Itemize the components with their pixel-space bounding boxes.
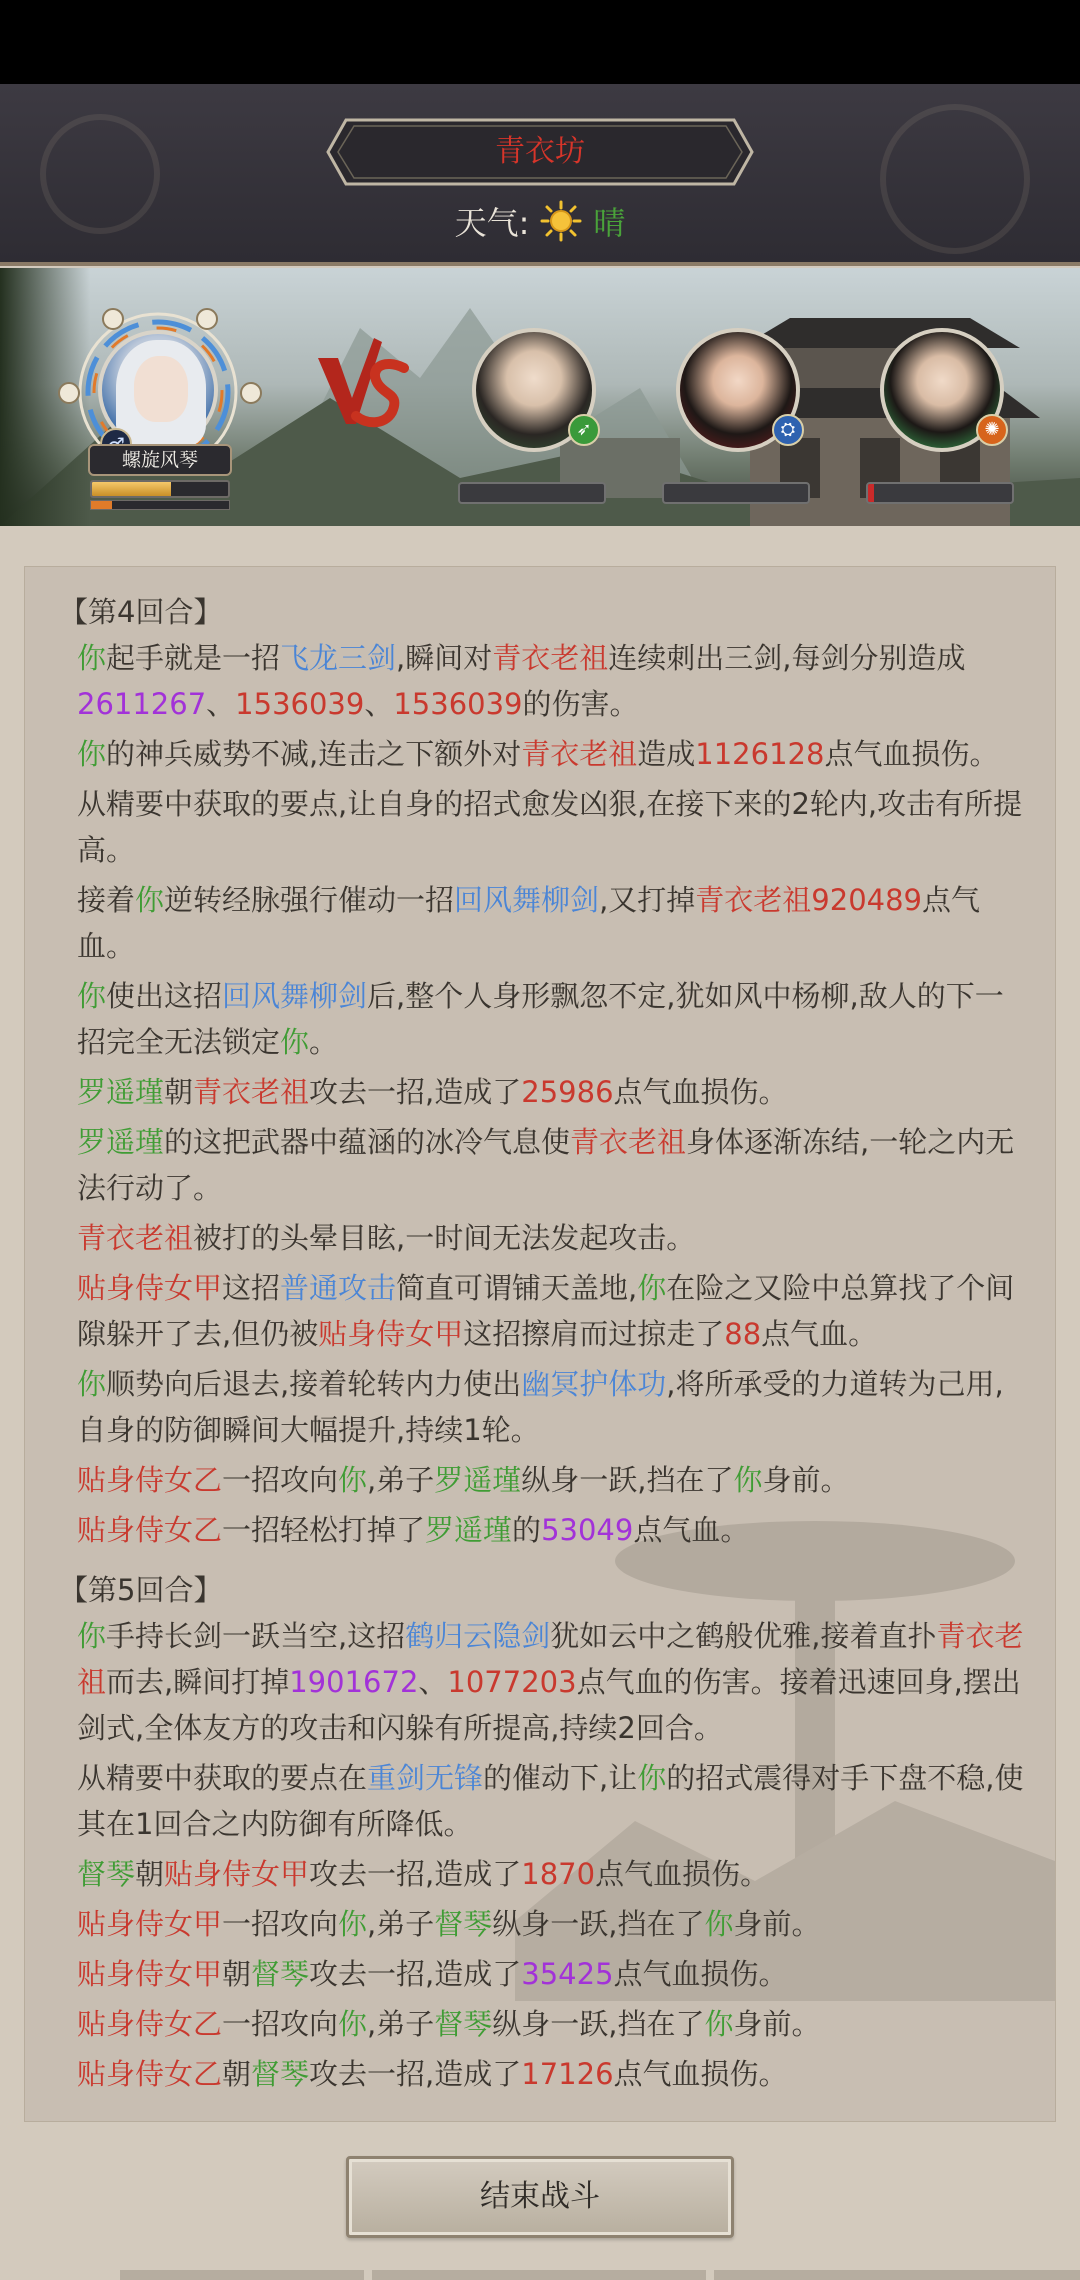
enemy-3-hp-bar [866, 482, 1014, 504]
log-entry: 贴身侍女乙一招攻向你,弟子罗遥瑾纵身一跃,挡在了你身前。 [77, 1463, 850, 1497]
log-entry: 贴身侍女甲一招攻向你,弟子督琴纵身一跃,挡在了你身前。 [77, 1907, 821, 1941]
enemy-2-hp-bar [662, 482, 810, 504]
battle-log[interactable] [24, 566, 1056, 2122]
player-mp-fill [91, 501, 112, 509]
log-entry: 贴身侍女甲这招普通攻击简直可谓铺天盖地,你在险之又险中总算找了个间隙躲开了去,但仍被贴身侍女甲这招擦肩而过掠走了88点气血。 [77, 1271, 1015, 1351]
enemy-1-hp-bar [458, 482, 606, 504]
enemy-2-avatar[interactable] [676, 328, 800, 452]
enemy-3-avatar[interactable] [880, 328, 1004, 452]
log-entry: 从精要中获取的要点,让自身的招式愈发凶狠,在接下来的2轮内,攻击有所提高。 [77, 787, 1023, 867]
location-header [0, 84, 1080, 266]
bottom-tab-strip [120, 2270, 1080, 2280]
player-hp-bar [90, 480, 230, 498]
enemy-hp-fill [868, 484, 874, 502]
log-entry: 青衣老祖被打的头晕目眩,一时间无法发起攻击。 [77, 1221, 696, 1255]
bottom-tab[interactable] [120, 2270, 364, 2280]
log-entry: 你使出这招回风舞柳剑后,整个人身形飘忽不定,犹如风中杨柳,敌人的下一招完全无法锁定你。 [77, 979, 1004, 1059]
vs-logo [312, 328, 412, 438]
leaf-icon: ➶ [568, 414, 600, 446]
round-header: 【第5回合】 [59, 1573, 223, 1607]
bottom-tab[interactable] [714, 2270, 1080, 2280]
enemy-1-avatar[interactable] [472, 328, 596, 452]
player-mp-bar [90, 500, 230, 510]
location-title: 青衣坊 [495, 134, 585, 169]
log-entry: 你顺势向后退去,接着轮转内力使出幽冥护体功,将所承受的力道转为己用,自身的防御瞬间大幅提升,持续1轮。 [77, 1367, 1004, 1447]
weather-value: 晴 [593, 204, 626, 242]
log-entry: 你手持长剑一跃当空,这招鹤归云隐剑犹如云中之鹤般优雅,接着直扑青衣老祖而去,瞬间打掉1901672、1077203点气血的伤害。接着迅速回身,摆出剑式,全体友方的攻击和闪躲有所提高,持续2回合。 [77, 1619, 1024, 1745]
weather-label: 天气: [454, 204, 530, 242]
location-plate [326, 118, 754, 186]
star-orb-icon [102, 308, 124, 330]
round-5-block [53, 1567, 1027, 2097]
log-entry: 你的神兵威势不减,连击之下额外对青衣老祖造成1126128点气血损伤。 [77, 737, 999, 771]
star-orb-icon [240, 382, 262, 404]
round-header: 【第4回合】 [59, 595, 223, 629]
bottom-tab[interactable] [372, 2270, 706, 2280]
sun-icon [539, 199, 583, 243]
battle-scene [0, 268, 1080, 526]
status-bar [0, 0, 1080, 84]
water-icon: ⛭ [772, 414, 804, 446]
player-hp-fill [92, 482, 171, 496]
fire-icon: ✺ [976, 414, 1008, 446]
star-orb-icon [58, 382, 80, 404]
round-4-block [53, 589, 1027, 1553]
log-entry: 接着你逆转经脉强行催动一招回风舞柳剑,又打掉青衣老祖920489点气血。 [77, 883, 981, 963]
log-entry: 罗遥瑾朝青衣老祖攻去一招,造成了25986点气血损伤。 [77, 1075, 788, 1109]
log-entry: 贴身侍女乙一招攻向你,弟子督琴纵身一跃,挡在了你身前。 [77, 2007, 821, 2041]
log-entry: 你起手就是一招飞龙三剑,瞬间对青衣老祖连续刺出三剑,每剑分别造成2611267、1536039、1536039的伤害。 [77, 641, 966, 721]
log-entry: 督琴朝贴身侍女甲攻去一招,造成了1870点气血损伤。 [77, 1857, 770, 1891]
star-orb-icon [196, 308, 218, 330]
player-name: 螺旋风琴 [88, 444, 232, 476]
log-entry: 贴身侍女甲朝督琴攻去一招,造成了35425点气血损伤。 [77, 1957, 788, 1991]
log-entry: 从精要中获取的要点在重剑无锋的催动下,让你的招式震得对手下盘不稳,使其在1回合之内防御有所降低。 [77, 1761, 1024, 1841]
log-entry: 贴身侍女乙朝督琴攻去一招,造成了17126点气血损伤。 [77, 2057, 788, 2091]
end-battle-button[interactable]: 结束战斗 [346, 2156, 734, 2238]
log-entry: 贴身侍女乙一招轻松打掉了罗遥瑾的53049点气血。 [77, 1513, 750, 1547]
weather-display [0, 196, 1080, 246]
log-entry: 罗遥瑾的这把武器中蕴涵的冰冷气息使青衣老祖身体逐渐冻结,一轮之内无法行动了。 [77, 1125, 1015, 1205]
